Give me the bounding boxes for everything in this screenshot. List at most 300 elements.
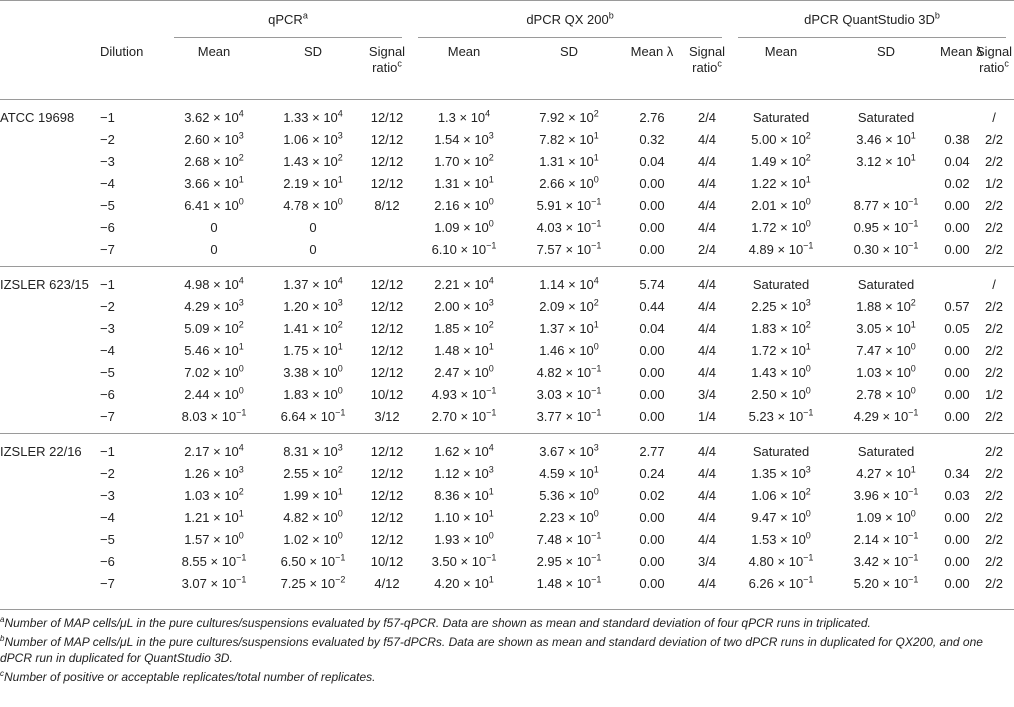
strain-name (0, 550, 100, 572)
cell-dilution: −5 (100, 364, 115, 380)
col-qx200-sd: SD (559, 44, 579, 59)
cell-qx200-mean: $1.10 \times 10^1$ (434, 508, 494, 525)
cell-qpcr-signal-ratio: 12/12 (370, 465, 404, 481)
strain-name: IZSLER 22/16 (0, 443, 82, 459)
cell-qs3d-mean: Saturated (752, 443, 810, 459)
table-row (0, 317, 1014, 339)
cell-dilution: −2 (100, 131, 115, 147)
footnotes (0, 609, 1014, 688)
cell-qpcr-signal-ratio: 10/12 (370, 553, 404, 569)
cell-qx200-signal-ratio: 4/4 (697, 531, 717, 547)
cell-qs3d-mean-lambda: 0.57 (944, 298, 970, 314)
cell-qs3d-sd: $4.29 \times 10^{-1}$ (853, 407, 919, 424)
footnote-a: $^a$Number of MAP cells/μL in the pure cultures/suspensions evaluated by f57-qPCR. Data are shown as mean and standard deviation of four qPCR runs in triplicated. (0, 615, 871, 630)
cell-dilution: −6 (100, 553, 115, 569)
cell-qx200-mean-lambda: 0.00 (639, 175, 665, 191)
cell-qx200-mean: $2.70 \times 10^{-1}$ (431, 407, 497, 424)
cell-dilution: −4 (100, 509, 115, 525)
cell-qx200-sd: $7.82 \times 10^1$ (539, 130, 599, 147)
cell-qs3d-mean: $1.22 \times 10^1$ (751, 174, 811, 191)
cell-qs3d-signal-ratio: 2/2 (984, 443, 1004, 459)
cell-qs3d-mean: Saturated (752, 276, 810, 292)
cell-qpcr-sd: $6.64 \times 10^{-1}$ (280, 407, 346, 424)
cell-qs3d-signal-ratio: 2/2 (984, 575, 1004, 591)
cell-qx200-mean-lambda: 0.00 (639, 509, 665, 525)
group-header-quantstudio: dPCR QuantStudio $3D^b$ (730, 1, 1014, 39)
cell-qs3d-mean: $5.23 \times 10^{-1}$ (748, 407, 814, 424)
cell-dilution: −6 (100, 219, 115, 235)
cell-qx200-mean: $4.20 \times 10^1$ (434, 574, 494, 591)
table-row (0, 405, 1014, 427)
cell-qx200-signal-ratio: 4/4 (697, 153, 717, 169)
cell-qpcr-sd: $6.50 \times 10^{-1}$ (280, 552, 346, 569)
col-qs3d-sd: SD (876, 44, 896, 59)
cell-qx200-mean-lambda: 0.00 (639, 575, 665, 591)
cell-qs3d-mean-lambda: 0.00 (944, 342, 970, 358)
table-row (0, 128, 1014, 150)
cell-qx200-mean: $1.3 \times 10^4$ (437, 108, 491, 125)
cell-qx200-mean-lambda: 0.00 (639, 553, 665, 569)
cell-qpcr-mean: $2.44 \times 10^0$ (184, 385, 244, 402)
cell-dilution: −7 (100, 241, 115, 257)
group-header-row (0, 1, 1014, 39)
cell-qpcr-signal-ratio: 12/12 (370, 153, 404, 169)
cell-qpcr-mean: $2.60 \times 10^3$ (184, 130, 244, 147)
cell-qs3d-sd: $0.30 \times 10^{-1}$ (853, 240, 919, 257)
cell-qs3d-mean: $9.47 \times 10^0$ (751, 508, 811, 525)
cell-qpcr-mean: $1.57 \times 10^0$ (184, 530, 244, 547)
cell-qs3d-signal-ratio: 1/2 (984, 386, 1004, 402)
cell-qpcr-signal-ratio: 12/12 (370, 298, 404, 314)
table-row (0, 339, 1014, 361)
cell-qx200-mean: $1.93 \times 10^0$ (434, 530, 494, 547)
strain-name: IZSLER 623/15 (0, 276, 89, 292)
cell-qx200-mean-lambda: 0.44 (639, 298, 665, 314)
cell-qs3d-signal-ratio: / (992, 109, 996, 125)
cell-qs3d-signal-ratio: 2/2 (984, 342, 1004, 358)
col-qx200-mean: Mean (447, 44, 481, 59)
strain-name (0, 383, 100, 405)
cell-qpcr-mean: $7.02 \times 10^0$ (184, 363, 244, 380)
cell-qpcr-mean: $1.26 \times 10^3$ (184, 464, 244, 481)
cell-qs3d-mean: $2.50 \times 10^0$ (751, 385, 811, 402)
cell-qs3d-signal-ratio: 2/2 (984, 153, 1004, 169)
cell-qs3d-mean-lambda: 0.00 (944, 531, 970, 547)
cell-dilution: −3 (100, 320, 115, 336)
cell-qx200-sd: $1.46 \times 10^0$ (539, 341, 599, 358)
cell-qpcr-signal-ratio (364, 216, 410, 238)
cell-qx200-mean: $6.10 \times 10^{-1}$ (431, 240, 497, 257)
cell-qs3d-sd: $2.78 \times 10^0$ (856, 385, 916, 402)
table-row (0, 172, 1014, 194)
cell-dilution: −7 (100, 408, 115, 424)
cell-qx200-mean: $1.31 \times 10^1$ (434, 174, 494, 191)
cell-qpcr-mean: $8.55 \times 10^{-1}$ (181, 552, 247, 569)
cell-dilution: −5 (100, 197, 115, 213)
cell-qpcr-mean: 0 (210, 241, 218, 257)
cell-qx200-signal-ratio: 4/4 (697, 465, 717, 481)
cell-qpcr-signal-ratio: 12/12 (370, 509, 404, 525)
table-row (0, 273, 1014, 295)
cell-qpcr-mean: $1.21 \times 10^1$ (184, 508, 244, 525)
cell-dilution: −4 (100, 342, 115, 358)
strain-name (0, 172, 100, 194)
cell-qs3d-sd: $3.96 \times 10^{-1}$ (853, 486, 919, 503)
cell-qs3d-mean-lambda: 0.00 (944, 408, 970, 424)
cell-qs3d-mean: $4.89 \times 10^{-1}$ (748, 240, 814, 257)
cell-qx200-sd: $1.31 \times 10^1$ (539, 152, 599, 169)
table-row (0, 528, 1014, 550)
cell-qpcr-mean: $3.66 \times 10^1$ (184, 174, 244, 191)
cell-qs3d-sd: $3.12 \times 10^1$ (856, 152, 916, 169)
cell-qpcr-sd: $4.78 \times 10^0$ (283, 196, 343, 213)
cell-qs3d-mean-lambda: 0.38 (944, 131, 970, 147)
cell-qs3d-mean-lambda: 0.00 (944, 219, 970, 235)
strain-name (0, 128, 100, 150)
cell-qs3d-mean-lambda: 0.05 (944, 320, 970, 336)
cell-qpcr-sd: $1.02 \times 10^0$ (283, 530, 343, 547)
col-dilution: Dilution (100, 44, 144, 59)
strain-name (0, 462, 100, 484)
cell-qs3d-sd: $8.77 \times 10^{-1}$ (853, 196, 919, 213)
cell-qx200-mean-lambda: 0.00 (639, 219, 665, 235)
cell-qs3d-sd: $1.88 \times 10^2$ (856, 297, 916, 314)
cell-qs3d-sd: $0.95 \times 10^{-1}$ (853, 218, 919, 235)
cell-qx200-mean-lambda: 0.00 (639, 386, 665, 402)
cell-qpcr-mean: $4.29 \times 10^3$ (184, 297, 244, 314)
cell-qx200-signal-ratio: 2/4 (697, 241, 717, 257)
strain-name (0, 317, 100, 339)
cell-qx200-signal-ratio: 4/4 (697, 509, 717, 525)
cell-dilution: −1 (100, 443, 115, 459)
col-qpcr-mean: Mean (197, 44, 231, 59)
cell-qx200-sd: $2.09 \times 10^2$ (539, 297, 599, 314)
cell-qx200-signal-ratio: 4/4 (697, 197, 717, 213)
cell-qpcr-signal-ratio: 12/12 (370, 487, 404, 503)
cell-qx200-signal-ratio: 4/4 (697, 575, 717, 591)
cell-qx200-sd: $3.03 \times 10^{-1}$ (536, 385, 602, 402)
cell-qpcr-signal-ratio: 12/12 (370, 109, 404, 125)
cell-qs3d-mean: $1.43 \times 10^0$ (751, 363, 811, 380)
cell-qx200-mean-lambda: 0.02 (639, 487, 665, 503)
cell-qx200-mean-lambda: 2.77 (639, 443, 665, 459)
cell-qx200-mean-lambda: 0.00 (639, 531, 665, 547)
cell-qs3d-mean: $1.53 \times 10^0$ (751, 530, 811, 547)
table-row (0, 572, 1014, 594)
cell-qpcr-sd: $1.20 \times 10^3$ (283, 297, 343, 314)
cell-qx200-mean: $1.85 \times 10^2$ (434, 319, 494, 336)
cell-qx200-signal-ratio: 4/4 (697, 276, 717, 292)
strain-name (0, 238, 100, 260)
cell-qs3d-mean: $2.25 \times 10^3$ (751, 297, 811, 314)
cell-qpcr-mean: $2.17 \times 10^4$ (184, 442, 244, 459)
cell-qpcr-sd: $1.75 \times 10^1$ (283, 341, 343, 358)
cell-qx200-signal-ratio: 4/4 (697, 298, 717, 314)
cell-qx200-sd: $1.48 \times 10^{-1}$ (536, 574, 602, 591)
cell-qs3d-mean-lambda (940, 440, 974, 462)
cell-qx200-mean: $4.93 \times 10^{-1}$ (431, 385, 497, 402)
table-row (0, 238, 1014, 260)
strain-name (0, 150, 100, 172)
cell-qs3d-signal-ratio: 2/2 (984, 320, 1004, 336)
cell-qs3d-sd: $3.05 \times 10^1$ (856, 319, 916, 336)
cell-qs3d-sd: Saturated (857, 109, 915, 125)
cell-qpcr-signal-ratio: 10/12 (370, 386, 404, 402)
cell-qs3d-signal-ratio: 2/2 (984, 531, 1004, 547)
table-row (0, 150, 1014, 172)
cell-qs3d-mean: $1.06 \times 10^2$ (751, 486, 811, 503)
cell-qx200-signal-ratio: 4/4 (697, 219, 717, 235)
cell-qpcr-sd: 0 (309, 219, 317, 235)
cell-qx200-sd: $4.59 \times 10^1$ (539, 464, 599, 481)
strain-name: ATCC 19698 (0, 109, 75, 125)
cell-qx200-mean: $1.62 \times 10^4$ (434, 442, 494, 459)
cell-qs3d-mean: $1.49 \times 10^2$ (751, 152, 811, 169)
cell-qx200-mean-lambda: 0.00 (639, 241, 665, 257)
strain-name (0, 506, 100, 528)
cell-qpcr-sd: $1.33 \times 10^4$ (283, 108, 343, 125)
cell-qpcr-mean: $6.41 \times 10^0$ (184, 196, 244, 213)
cell-qx200-mean-lambda: 0.24 (639, 465, 665, 481)
cell-dilution: −3 (100, 153, 115, 169)
cell-qpcr-sd: $1.83 \times 10^0$ (283, 385, 343, 402)
cell-qs3d-sd: $4.27 \times 10^1$ (856, 464, 916, 481)
cell-qs3d-mean-lambda: 0.03 (944, 487, 970, 503)
cell-qs3d-sd: $5.20 \times 10^{-1}$ (853, 574, 919, 591)
cell-qx200-mean: $3.50 \times 10^{-1}$ (431, 552, 497, 569)
cell-qx200-signal-ratio: 1/4 (697, 408, 717, 424)
cell-qs3d-mean-lambda: 0.02 (944, 175, 970, 191)
cell-qs3d-sd: $3.42 \times 10^{-1}$ (853, 552, 919, 569)
strain-name (0, 528, 100, 550)
cell-qpcr-sd: $4.82 \times 10^0$ (283, 508, 343, 525)
cell-qs3d-signal-ratio: 2/2 (984, 219, 1004, 235)
footnote-b: $^b$Number of MAP cells/μL in the pure cultures/suspensions evaluated by f57-dPCRs. Data are shown as mean and standard deviation of two dPCR runs in duplicated for QX200, and one dPCR run in duplicated for QuantStudio 3D. (0, 634, 983, 665)
cell-qs3d-sd (832, 172, 940, 194)
cell-qs3d-mean-lambda (940, 106, 974, 128)
cell-qx200-sd: $2.23 \times 10^0$ (539, 508, 599, 525)
cell-qx200-sd: $5.36 \times 10^0$ (539, 486, 599, 503)
cell-qpcr-mean: $3.62 \times 10^4$ (184, 108, 244, 125)
cell-qx200-mean: $2.21 \times 10^4$ (434, 275, 494, 292)
cell-qs3d-mean-lambda (940, 273, 974, 295)
cell-qs3d-mean-lambda: 0.04 (944, 153, 970, 169)
cell-qx200-mean: $1.70 \times 10^2$ (434, 152, 494, 169)
strain-name (0, 216, 100, 238)
cell-qx200-signal-ratio: 4/4 (697, 487, 717, 503)
cell-qpcr-signal-ratio: 12/12 (370, 364, 404, 380)
strain-name (0, 405, 100, 427)
cell-qpcr-sd: $1.06 \times 10^3$ (283, 130, 343, 147)
table-row (0, 550, 1014, 572)
cell-qs3d-signal-ratio: 2/2 (984, 241, 1004, 257)
cell-qs3d-sd: $3.46 \times 10^1$ (856, 130, 916, 147)
cell-qx200-sd: $2.95 \times 10^{-1}$ (536, 552, 602, 569)
cell-qpcr-mean: $8.03 \times 10^{-1}$ (181, 407, 247, 424)
cell-qpcr-mean: $5.46 \times 10^1$ (184, 341, 244, 358)
table-row (0, 383, 1014, 405)
table-row (0, 361, 1014, 383)
cell-qx200-mean: $8.36 \times 10^1$ (434, 486, 494, 503)
cell-qpcr-mean: 0 (210, 219, 218, 235)
cell-qs3d-sd: $1.09 \times 10^0$ (856, 508, 916, 525)
table-row (0, 484, 1014, 506)
cell-qx200-signal-ratio: 4/4 (697, 342, 717, 358)
table-row (0, 440, 1014, 462)
cell-dilution: −4 (100, 175, 115, 191)
cell-qx200-mean-lambda: 0.00 (639, 408, 665, 424)
strain-name (0, 339, 100, 361)
cell-qx200-mean-lambda: 0.04 (639, 153, 665, 169)
cell-qpcr-mean: $1.03 \times 10^2$ (184, 486, 244, 503)
cell-qx200-mean: $2.47 \times 10^0$ (434, 363, 494, 380)
cell-qs3d-mean-lambda: 0.34 (944, 465, 970, 481)
cell-qx200-sd: $3.67 \times 10^3$ (539, 442, 599, 459)
cell-qpcr-signal-ratio: 12/12 (370, 131, 404, 147)
col-qpcr-sd: SD (303, 44, 323, 59)
cell-qpcr-signal-ratio: 12/12 (370, 320, 404, 336)
cell-qx200-signal-ratio: 4/4 (697, 320, 717, 336)
table-body (0, 100, 1014, 601)
column-header-row (0, 38, 1014, 85)
col-qx200-mean-lambda: Mean λ (630, 44, 674, 59)
cell-qx200-mean: $2.16 \times 10^0$ (434, 196, 494, 213)
cell-qx200-sd: $5.91 \times 10^{-1}$ (536, 196, 602, 213)
cell-qx200-signal-ratio: 4/4 (697, 131, 717, 147)
cell-qs3d-signal-ratio: 2/2 (984, 298, 1004, 314)
cell-dilution: −3 (100, 487, 115, 503)
cell-qs3d-mean-lambda: 0.00 (944, 553, 970, 569)
cell-qx200-sd: $4.82 \times 10^{-1}$ (536, 363, 602, 380)
cell-dilution: −2 (100, 298, 115, 314)
col-qpcr-signal-ratio: Signal ratio$^c$ (368, 44, 406, 75)
cell-qpcr-sd: $8.31 \times 10^3$ (283, 442, 343, 459)
col-qs3d-signal-ratio: Signal ratio$^c$ (975, 44, 1013, 75)
cell-qx200-mean-lambda: 5.74 (639, 276, 665, 292)
cell-qx200-signal-ratio: 4/4 (697, 175, 717, 191)
cell-qs3d-mean: $4.80 \times 10^{-1}$ (748, 552, 814, 569)
cell-qx200-sd: $4.03 \times 10^{-1}$ (536, 218, 602, 235)
footnote-c: $^c$Number of positive or acceptable replicates/total number of replicates. (0, 669, 376, 684)
cell-qx200-sd: $1.14 \times 10^4$ (539, 275, 599, 292)
table-row (0, 506, 1014, 528)
cell-qs3d-mean-lambda: 0.00 (944, 575, 970, 591)
cell-qs3d-mean: $5.00 \times 10^2$ (751, 130, 811, 147)
table-row (0, 106, 1014, 128)
cell-qx200-mean: $1.54 \times 10^3$ (434, 130, 494, 147)
cell-qs3d-mean-lambda: 0.00 (944, 241, 970, 257)
cell-dilution: −6 (100, 386, 115, 402)
cell-qx200-mean: $2.00 \times 10^3$ (434, 297, 494, 314)
cell-qx200-sd: $1.37 \times 10^1$ (539, 319, 599, 336)
cell-qs3d-mean: $6.26 \times 10^{-1}$ (748, 574, 814, 591)
strain-name (0, 572, 100, 594)
table-row (0, 216, 1014, 238)
col-qx200-signal-ratio: Signal ratio$^c$ (688, 44, 726, 75)
cell-qs3d-mean: $1.72 \times 10^1$ (751, 341, 811, 358)
group-header-qx200: dPCR QX 200$^b$ (410, 1, 730, 39)
col-qs3d-mean-lambda: Mean λ (940, 44, 983, 59)
cell-qx200-mean-lambda: 0.00 (639, 197, 665, 213)
cell-qpcr-sd: $7.25 \times 10^{-2}$ (280, 574, 346, 591)
cell-qpcr-sd: $1.99 \times 10^1$ (283, 486, 343, 503)
cell-qx200-signal-ratio: 2/4 (697, 109, 717, 125)
cell-qx200-mean-lambda: 0.00 (639, 364, 665, 380)
cell-dilution: −1 (100, 276, 115, 292)
cell-qpcr-signal-ratio: 3/12 (374, 408, 400, 424)
cell-qpcr-signal-ratio: 12/12 (370, 531, 404, 547)
cell-qx200-mean: $1.12 \times 10^3$ (434, 464, 494, 481)
cell-qs3d-signal-ratio: 2/2 (984, 131, 1004, 147)
cell-qpcr-mean: $5.09 \times 10^2$ (184, 319, 244, 336)
cell-qs3d-mean-lambda: 0.00 (944, 509, 970, 525)
strain-name (0, 295, 100, 317)
cell-qpcr-signal-ratio: 12/12 (370, 276, 404, 292)
cell-qx200-mean-lambda: 0.04 (639, 320, 665, 336)
cell-qs3d-mean-lambda: 0.00 (944, 386, 970, 402)
cell-qx200-sd: $7.48 \times 10^{-1}$ (536, 530, 602, 547)
cell-qx200-mean-lambda: 2.76 (639, 109, 665, 125)
strain-name (0, 194, 100, 216)
cell-qpcr-signal-ratio: 4/12 (374, 575, 400, 591)
col-qs3d-mean: Mean (764, 44, 798, 59)
cell-qs3d-sd: $2.14 \times 10^{-1}$ (853, 530, 919, 547)
cell-qs3d-signal-ratio: 2/2 (984, 364, 1004, 380)
cell-qs3d-signal-ratio: 2/2 (984, 197, 1004, 213)
cell-qs3d-signal-ratio: / (992, 276, 996, 292)
strain-name (0, 361, 100, 383)
cell-qpcr-signal-ratio: 8/12 (374, 197, 400, 213)
cell-qs3d-mean: $1.83 \times 10^2$ (751, 319, 811, 336)
cell-qpcr-mean: $3.07 \times 10^{-1}$ (181, 574, 247, 591)
cell-qx200-sd: $7.57 \times 10^{-1}$ (536, 240, 602, 257)
cell-qx200-sd: $7.92 \times 10^2$ (539, 108, 599, 125)
cell-qs3d-mean: $1.72 \times 10^0$ (751, 218, 811, 235)
cell-qs3d-sd: Saturated (857, 443, 915, 459)
cell-qpcr-signal-ratio: 12/12 (370, 175, 404, 191)
cell-qpcr-sd: $2.19 \times 10^1$ (283, 174, 343, 191)
cell-qpcr-mean: $2.68 \times 10^2$ (184, 152, 244, 169)
cell-qx200-signal-ratio: 4/4 (697, 364, 717, 380)
cell-qpcr-sd: $1.41 \times 10^2$ (283, 319, 343, 336)
cell-qx200-mean-lambda: 0.00 (639, 342, 665, 358)
cell-qs3d-mean: Saturated (752, 109, 810, 125)
cell-dilution: −2 (100, 465, 115, 481)
cell-qx200-mean: $1.48 \times 10^1$ (434, 341, 494, 358)
cell-qs3d-mean: $1.35 \times 10^3$ (751, 464, 811, 481)
cell-qx200-mean: $1.09 \times 10^0$ (434, 218, 494, 235)
cell-qx200-signal-ratio: 4/4 (697, 443, 717, 459)
cell-qpcr-signal-ratio: 12/12 (370, 443, 404, 459)
cell-qs3d-mean-lambda: 0.00 (944, 364, 970, 380)
cell-qpcr-signal-ratio (364, 238, 410, 260)
table-row (0, 194, 1014, 216)
cell-qs3d-mean: $2.01 \times 10^0$ (751, 196, 811, 213)
cell-qs3d-sd: Saturated (857, 276, 915, 292)
cell-qx200-signal-ratio: 3/4 (697, 386, 717, 402)
table-row (0, 295, 1014, 317)
strain-name (0, 484, 100, 506)
cell-qx200-sd: $2.66 \times 10^0$ (539, 174, 599, 191)
cell-qs3d-signal-ratio: 2/2 (984, 465, 1004, 481)
cell-dilution: −1 (100, 109, 115, 125)
cell-qs3d-signal-ratio: 2/2 (984, 553, 1004, 569)
cell-qx200-signal-ratio: 3/4 (697, 553, 717, 569)
cell-qpcr-signal-ratio: 12/12 (370, 342, 404, 358)
cell-qpcr-sd: $1.37 \times 10^4$ (283, 275, 343, 292)
cell-qpcr-mean: $4.98 \times 10^4$ (184, 275, 244, 292)
table-row (0, 462, 1014, 484)
